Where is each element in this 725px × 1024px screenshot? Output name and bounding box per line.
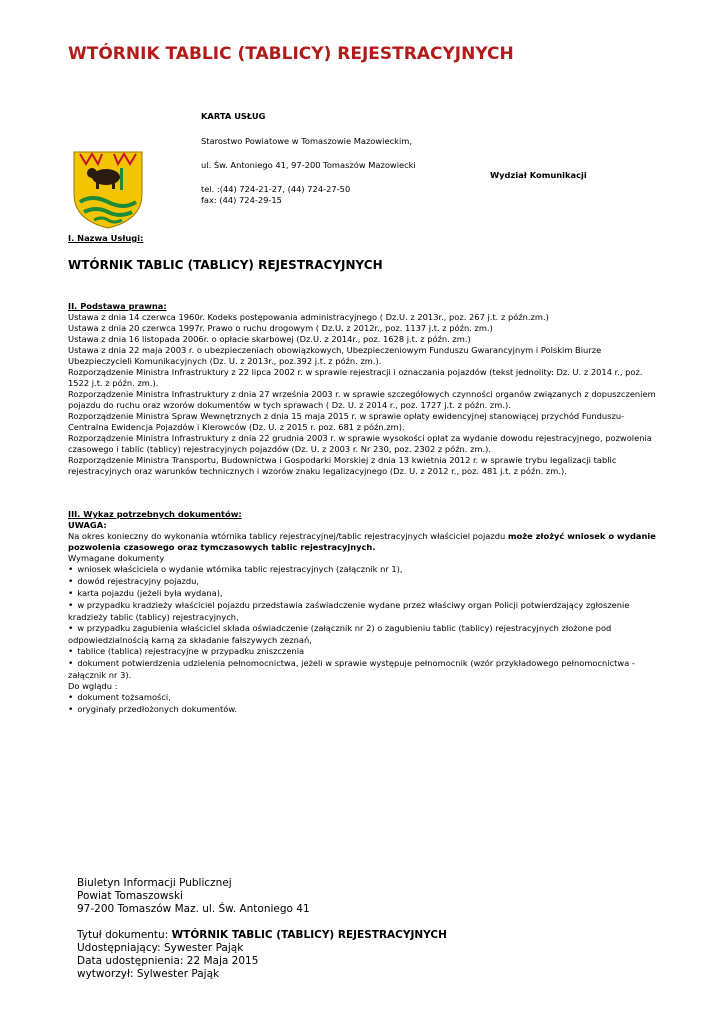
footer-line: 97-200 Tomaszów Maz. ul. Św. Antoniego 41 <box>77 903 310 915</box>
department-name: Wydział Komunikacji <box>490 170 587 180</box>
footer-document-title <box>77 929 447 942</box>
legal-basis-section <box>68 301 663 477</box>
note-emphasis: może złożyć wniosek o wydanie pozwolenia czasowego oraz tymczasowych tablic rejestracyjnych. <box>68 531 656 552</box>
phone-number: tel. :(44) 724-21-27, (44) 724-27-50 <box>201 184 351 194</box>
legal-line: Rozporządzenie Ministra Infrastruktury z dnia 22 grudnia 2003 r. w sprawie wysokości opłat za wydanie dowodu rejestracyjnego, pozwolenia czasowego i tablic (tablicy) rejestracyjnych pojazdów (Dz. U. z 2003 r. Nr 230, poz. 2302 z późn. zm.). <box>68 433 652 454</box>
footer-line: Biuletyn Informacji Publicznej <box>77 877 232 889</box>
documents-section <box>68 509 663 716</box>
document-footer <box>77 877 447 981</box>
note-text: Na okres konieczny do wykonania wtórnika tablicy rejestracyjnej/tablic rejestracyjnych właściciel pojazdu <box>68 531 508 541</box>
coat-of-arms-icon <box>72 150 144 230</box>
office-name: Starostwo Powiatowe w Tomaszowie Mazowieckim, <box>201 136 412 146</box>
list-item: • w przypadku kradzieży właściciel pojazdu przedstawia zaświadczenie wydane przez właściwy organ Policji potwierdzający zgłoszenie kradzieży tablic (tablicy) rejestracyjnych, <box>68 600 663 623</box>
legal-line: Ustawa z dnia 22 maja 2003 r. o ubezpieczeniach obowiązkowych, Ubezpieczeniowym Funduszu Gwarancyjnym i Polskim Biurze Ubezpieczycieli Komunikacyjnych (Dz. U. z 2013r., poz.392 j.t. z późn. zm.). <box>68 345 602 366</box>
title-label: Tytuł dokumentu: <box>77 929 172 941</box>
share-date: Data udostępnienia: 22 Maja 2015 <box>77 955 259 967</box>
list-item: • dokument potwierdzenia udzielenia pełnomocnictwa, jeżeli w sprawie występuje pełnomocnik (wzór przykładowego pełnomocnictwa - załącznik nr 3). <box>68 658 663 681</box>
list-item: • tablice (tablica) rejestracyjne w przypadku zniszczenia <box>68 646 663 658</box>
footer-line: Powiat Tomaszowski <box>77 890 183 902</box>
section-1-heading: I. Nazwa Usługi: <box>68 233 144 243</box>
legal-line: Rozporządzenie Ministra Transportu, Budownictwa i Gospodarki Morskiej z dnia 13 kwietnia 2012 r. w sprawie trybu legalizacji tablic rejestracyjnych oraz warunków technicznych i wzorów znaku legalizacyjnego (Dz. U. z 2012 r., poz. 481 j.t. z późn. zm.). <box>68 455 617 476</box>
list-item: • w przypadku zagubienia właściciel składa oświadczenie (załącznik nr 2) o zagubieniu tablic (tablicy) rejestracyjnych złożone pod odpowiedzialnością karną za składanie fałszywych zeznań, <box>68 623 663 646</box>
inspection-label: Do wglądu : <box>68 681 118 691</box>
list-item: • karta pojazdu (jeżeli była wydana), <box>68 588 663 600</box>
author: wytworzył: Sylwester Pająk <box>77 968 220 980</box>
list-item: • dokument tożsamości, <box>68 692 663 704</box>
card-label: KARTA USŁUG <box>201 111 266 121</box>
list-item: • oryginały przedłożonych dokumentów. <box>68 704 663 716</box>
legal-line: Ustawa z dnia 20 czerwca 1997r. Prawo o ruchu drogowym ( Dz.U. z 2012r., poz. 1137 j.t. z późn. zm.) <box>68 323 493 333</box>
section-2-heading: II. Podstawa prawna: <box>68 301 167 311</box>
list-item: • wniosek właściciela o wydanie wtórnika tablic rejestracyjnych (załącznik nr 1), <box>68 564 663 576</box>
shared-by: Udostępniający: Sywester Pająk <box>77 942 244 954</box>
legal-line: Ustawa z dnia 14 czerwca 1960r. Kodeks postępowania administracyjnego ( Dz.U. z 2013r., poz. 267 j.t. z późn.zm.) <box>68 312 549 322</box>
legal-line: Rozporządzenie Ministra Infrastruktury z 22 lipca 2002 r. w sprawie rejestracji i oznaczania pojazdów (tekst jednolity: Dz. U. z 2014 r., poz. 1522 j.t. z późn. zm.). <box>68 367 643 388</box>
section-3-heading: III. Wykaz potrzebnych dokumentów: <box>68 509 242 519</box>
legal-line: Rozporządzenie Ministra Spraw Wewnętrznych z dnia 15 maja 2015 r. w sprawie opłaty ewidencyjnej stanowiącej przychód Funduszu-Centralna Ewidencja Pojazdów i Kierowców (Dz. U. z 2015 r. poz. 681 z późn.zm). <box>68 411 625 432</box>
contact-block <box>201 184 350 206</box>
service-name: WTÓRNIK TABLIC (TABLICY) REJESTRACYJNYCH <box>68 258 383 272</box>
legal-line: Ustawa z dnia 16 listopada 2006r. o opłacie skarbowej (Dz.U. z 2014r., poz. 1628 j.t. z późn. zm.) <box>68 334 471 344</box>
required-label: Wymagane dokumenty <box>68 553 165 563</box>
fax-number: fax: (44) 724-29-15 <box>201 195 282 205</box>
page-title: WTÓRNIK TABLIC (TABLICY) REJESTRACYJNYCH <box>68 44 514 64</box>
office-address: ul. Św. Antoniego 41, 97-200 Tomaszów Mazowiecki <box>201 160 416 170</box>
list-item: • dowód rejestracyjny pojazdu, <box>68 576 663 588</box>
legal-line: Rozporządzenie Ministra Infrastruktury z dnia 27 września 2003 r. w sprawie szczegółowych czynności organów związanych z dopuszczeniem pojazdu do ruchu oraz wzorów dokumentów w tych sprawach ( Dz. U. z 2014 r., poz. 1727 j.t. z późn. zm.). <box>68 389 656 410</box>
title-value: WTÓRNIK TABLIC (TABLICY) REJESTRACYJNYCH <box>171 929 447 941</box>
uwaga-label: UWAGA: <box>68 520 107 530</box>
uwaga-note <box>68 531 663 553</box>
